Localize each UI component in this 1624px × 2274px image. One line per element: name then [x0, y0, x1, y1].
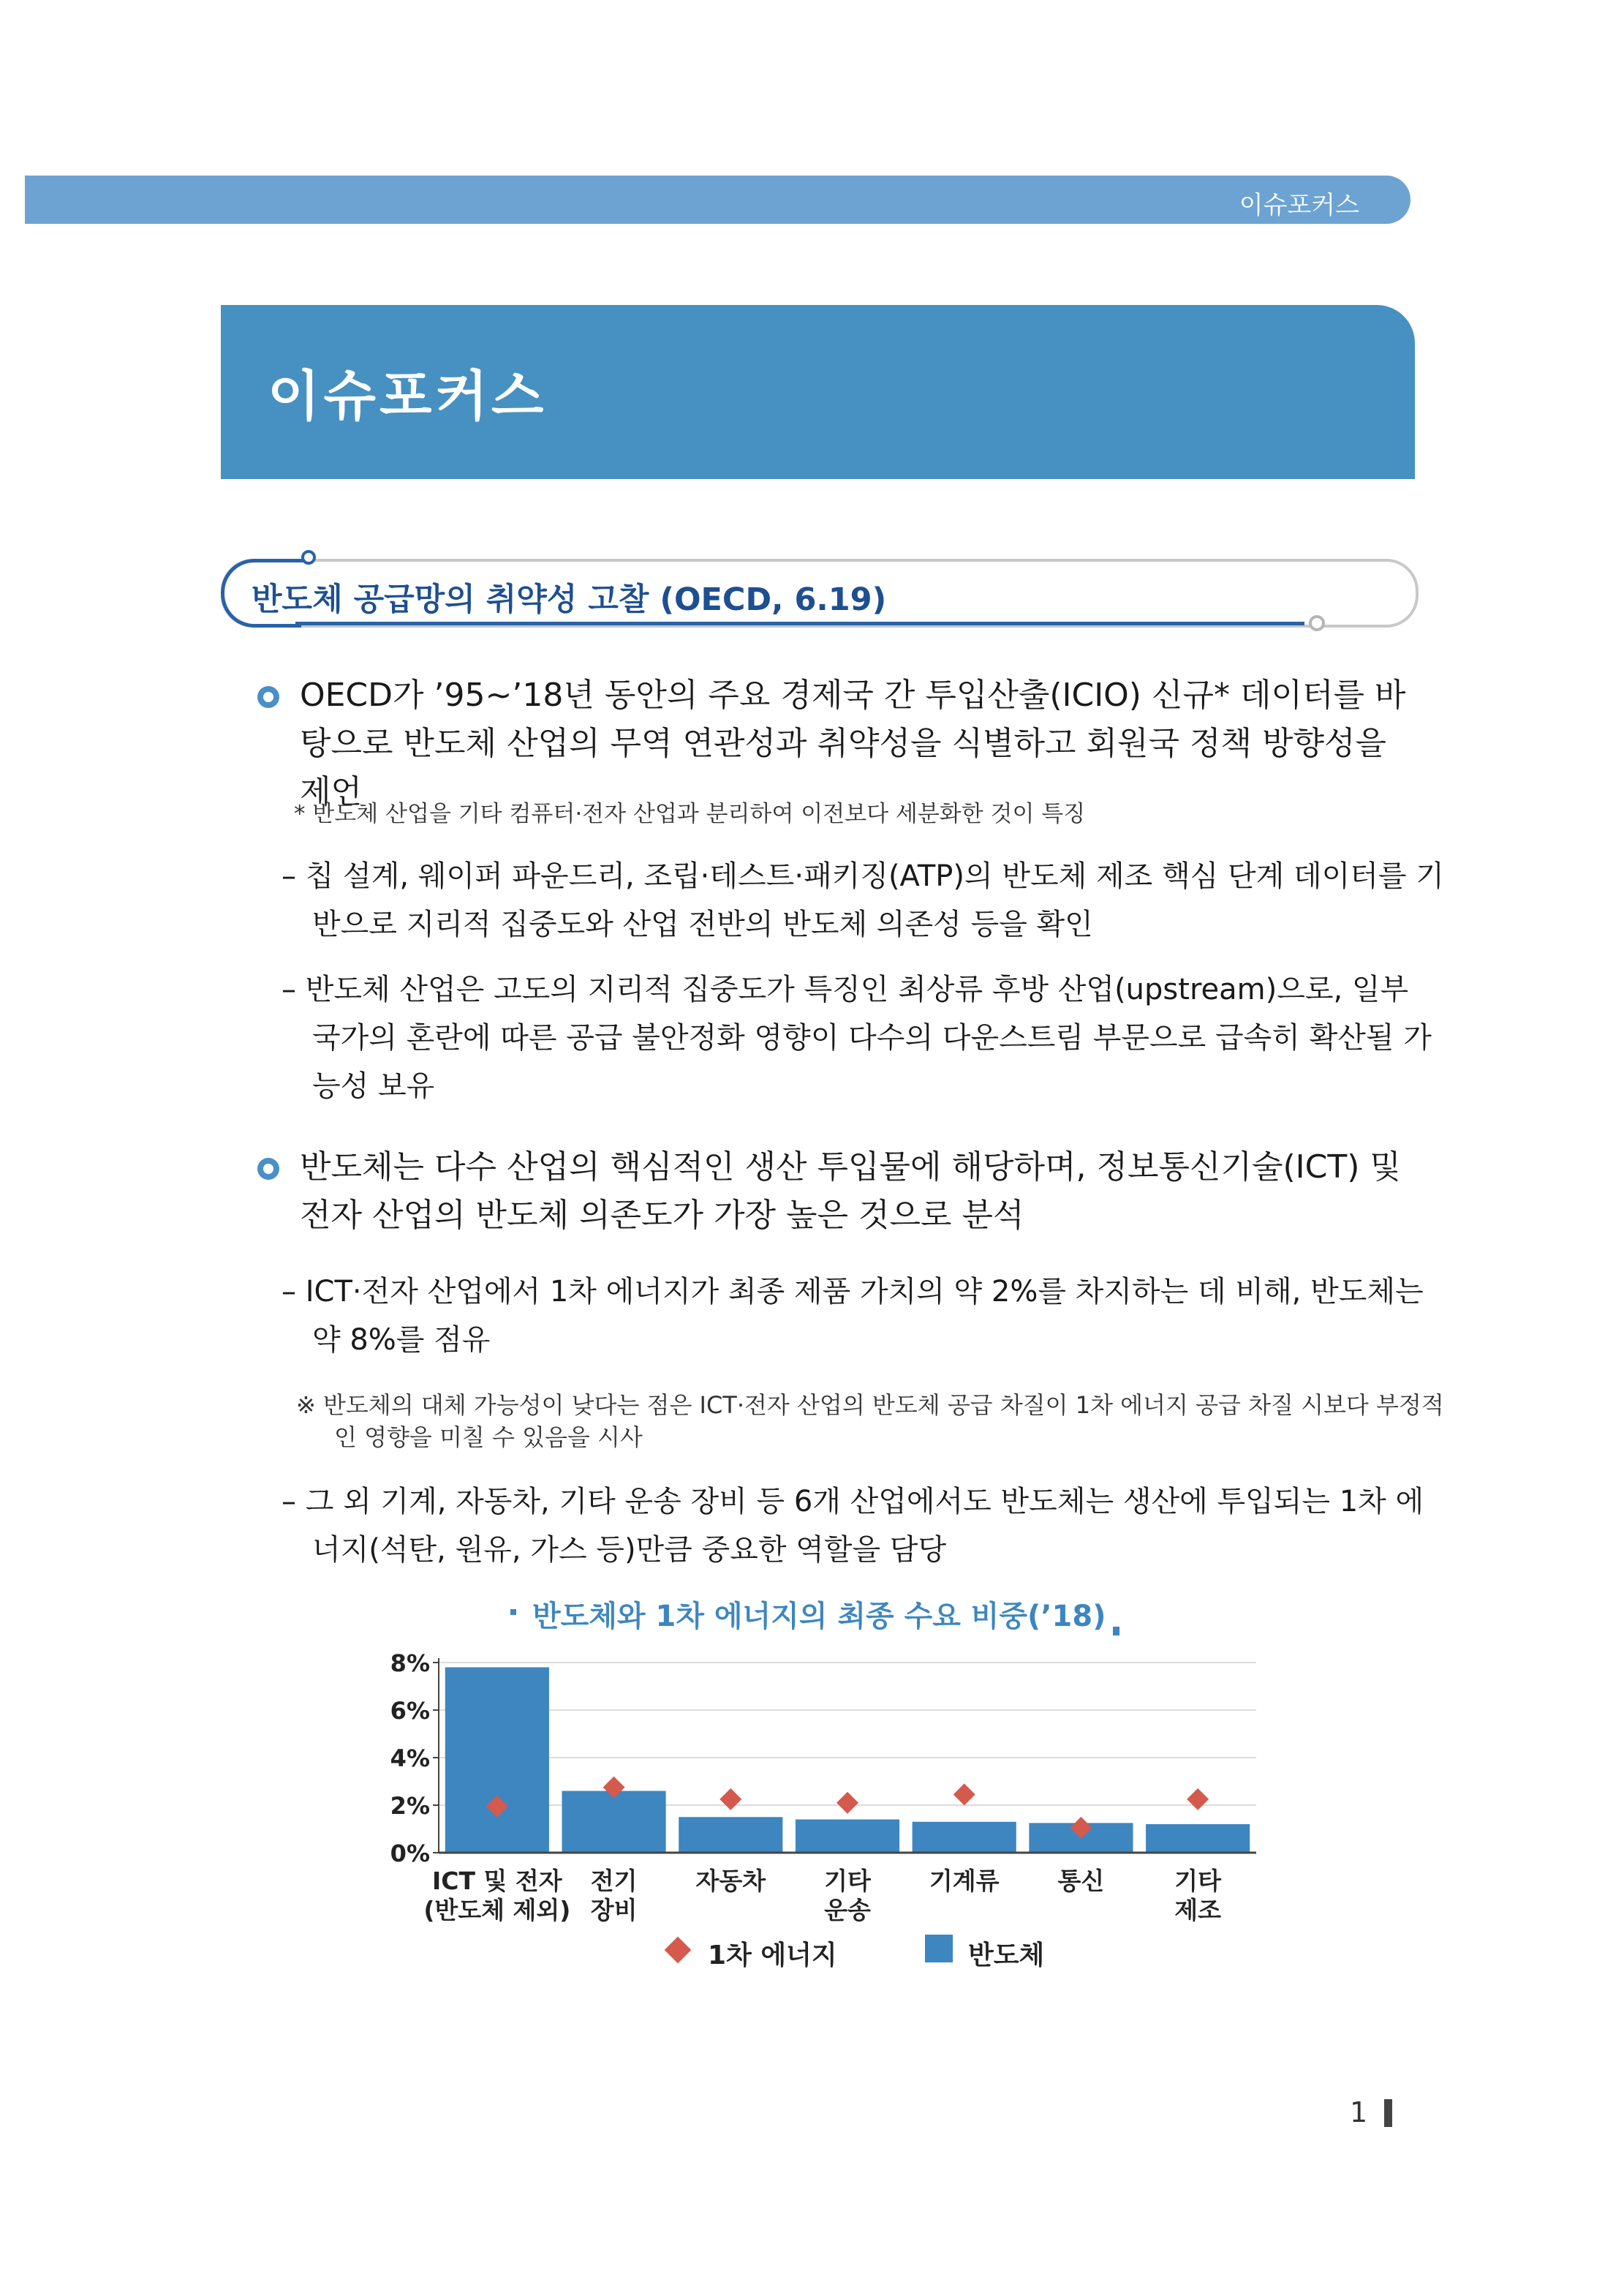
legend-semiconductor-label: 반도체 [968, 1940, 1045, 1970]
x-category-label: 전기 [590, 1867, 638, 1895]
y-tick-label: 6% [390, 1697, 430, 1725]
article-title: 반도체 공급망의 취약성 고찰 (OECD, 6.19) [252, 581, 887, 618]
page-title: 이슈포커스 [268, 365, 548, 428]
bar-semiconductor [562, 1791, 665, 1853]
bar-semiconductor [913, 1822, 1016, 1853]
circle-dot-icon [301, 550, 316, 565]
y-tick-label: 2% [390, 1792, 430, 1820]
x-category-label: 제조 [1174, 1896, 1222, 1924]
x-category-label: 기타 [1174, 1867, 1222, 1895]
x-category-label: 장비 [590, 1896, 638, 1924]
legend-diamond-marker [665, 1937, 692, 1964]
circle-dot-icon [1309, 615, 1325, 631]
marker-primary-energy [953, 1783, 975, 1805]
footnote-1: * 반도체 산업을 기타 컴퓨터·전자 산업과 분리하여 이전보다 세분화한 것이 특징 [294, 801, 1086, 827]
bullet-paragraph-2: 반도체는 다수 산업의 핵심적인 생산 투입물에 해당하며, 정보통신기술(ICT) 및 전자 산업의 반도체 의존도가 가장 높은 것으로 분석 [300, 1148, 1401, 1234]
section-label: 이슈포커스 [1239, 191, 1359, 220]
page-number: 1 [1350, 2096, 1368, 2128]
chart-title: 반도체와 1차 에너지의 최종 수요 비중(’18) [532, 1600, 1106, 1633]
y-tick-label: 4% [390, 1744, 430, 1772]
legend-energy-label: 1차 에너지 [708, 1940, 837, 1970]
legend-bar-marker [925, 1935, 953, 1962]
x-category-label: 자동차 [695, 1867, 766, 1895]
dash-paragraph-2: – 반도체 산업은 고도의 지리적 집중도가 특징인 최상류 후방 산업(upstream)으로, 일부 국가의 혼란에 따른 공급 불안정화 영향이 다수의 다운스트림 부문으로 급속히 확산될 가능성 보유 [282, 973, 1432, 1103]
x-category-label: 기계류 [929, 1867, 1000, 1895]
demand-share-chart [366, 1631, 1287, 1938]
bullet-paragraph-1: OECD가 ’95~’18년 동안의 주요 경제국 간 투입산출(ICIO) 신규* 데이터를 바탕으로 반도체 산업의 무역 연관성과 취약성을 식별하고 회원국 정책 방향성을 제언 [300, 677, 1406, 810]
dash-paragraph-4: – 그 외 기계, 자동차, 기타 운송 장비 등 6개 산업에서도 반도체는 생산에 투입되는 1차 에너지(석탄, 원유, 가스 등)만큼 중요한 역할을 담당 [282, 1485, 1424, 1567]
page-number-bar [1384, 2099, 1392, 2127]
page-header [221, 305, 1415, 479]
bar-semiconductor [1146, 1824, 1250, 1853]
top-section-bar [25, 176, 1410, 224]
x-category-label: 운송 [824, 1896, 871, 1924]
y-tick-label: 0% [390, 1840, 430, 1867]
marker-primary-energy [720, 1788, 741, 1810]
marker-primary-energy [836, 1792, 858, 1814]
y-tick-label: 8% [390, 1649, 430, 1677]
bar-semiconductor [445, 1668, 549, 1853]
bar-semiconductor [796, 1820, 899, 1853]
x-category-label: (반도체 제외) [423, 1896, 571, 1924]
article-title-accent-top [253, 559, 306, 562]
article-title-underline [295, 622, 1304, 625]
x-category-label: ICT 및 전자 [432, 1867, 562, 1895]
bullet-icon [257, 1158, 279, 1180]
dash-paragraph-1: – 칩 설계, 웨이퍼 파운드리, 조립·테스트·패키징(ATP)의 반도체 제조 핵심 단계 데이터를 기반으로 지리적 집중도와 산업 전반의 반도체 의존성 등을 확인 [282, 859, 1444, 941]
bullet-icon [257, 686, 279, 708]
marker-primary-energy [1187, 1788, 1209, 1810]
x-category-label: 기타 [824, 1867, 871, 1895]
reference-note: ※ 반도체의 대체 가능성이 낮다는 점은 ICT·전자 산업의 반도체 공급 차질이 1차 에너지 공급 차질 시보다 부정적인 영향을 미칠 수 있음을 시사 [296, 1391, 1444, 1451]
dash-paragraph-3: – ICT·전자 산업에서 1차 에너지가 최종 제품 가치의 약 2%를 차지하는 데 비해, 반도체는 약 8%를 점유 [282, 1275, 1424, 1357]
x-category-label: 통신 [1057, 1867, 1105, 1895]
bar-semiconductor [679, 1817, 782, 1853]
chart-title-marker [510, 1609, 516, 1615]
